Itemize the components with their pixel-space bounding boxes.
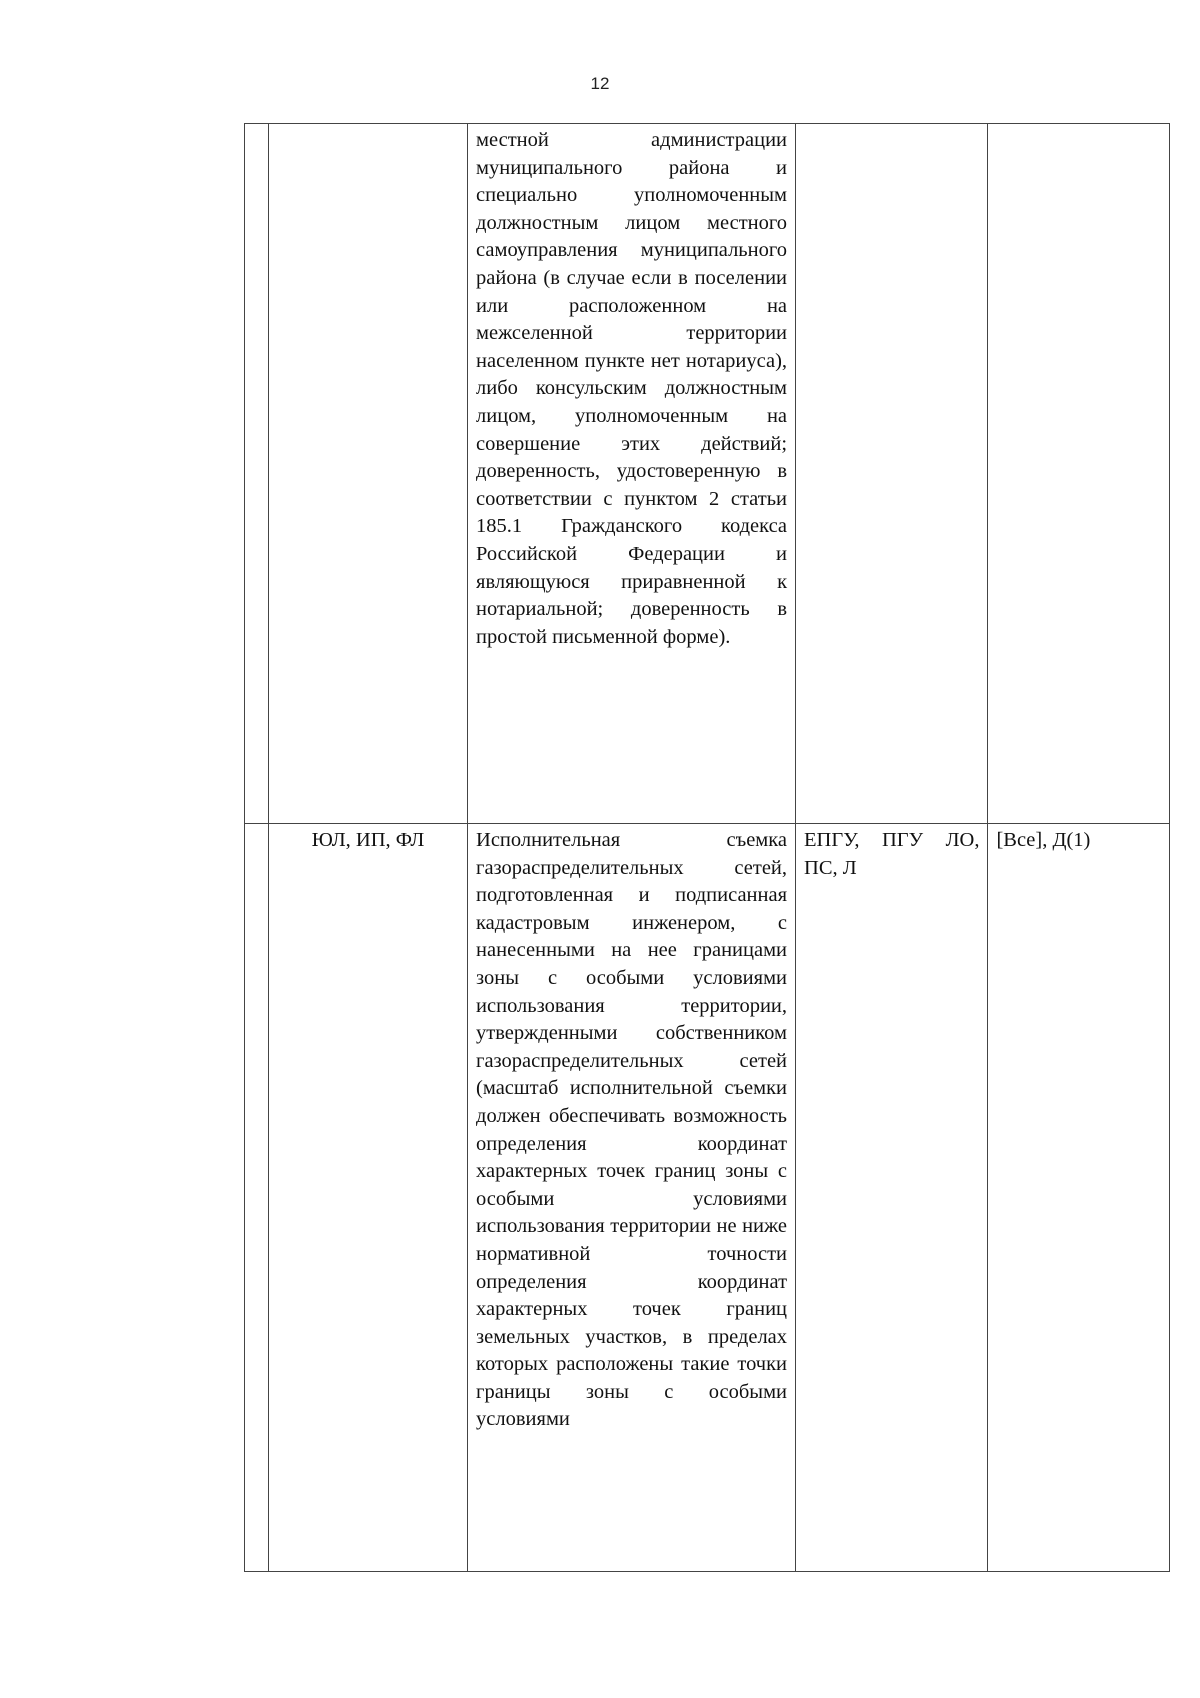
submission-channels-cell: ЕПГУ, ПГУ ЛО, ПС, Л — [796, 824, 988, 1572]
applicant-category-cell: ЮЛ, ИП, ФЛ — [269, 824, 468, 1572]
document-description-cell: Исполнительная съемка газораспределительных сетей, подготовленная и подписанная кадастровым инженером, с нанесенными на нее границами зоны с особыми условиями использования территории, утвержденными собственником газораспределительных сетей (масштаб исполнительной съемки должен обеспечивать возможность определения координат характерных точек границ зоны с особыми условиями использования территории не ниже нормативной точности определения координат характерных точек границ земельных участков, в пределах которых расположены такие точки границы зоны с особыми условиями — [468, 824, 796, 1572]
requirements-table — [244, 123, 1170, 1572]
applicant-category-cell — [269, 124, 468, 824]
document-description-cell: местной администрации муниципального района и специально уполномоченным должностным лицом местного самоуправления муниципального района (в случае если в поселении или расположенном на межселенной территории населенном пункте нет нотариуса), либо консульским должностным лицом, уполномоченным на совершение этих действий; доверенность, удостоверенную в соответствии с пунктом 2 статьи 185.1 Гражданского кодекса Российской Федерации и являющуюся приравненной к нотариальной; доверенность в простой письменной форме). — [468, 124, 796, 824]
table-row — [245, 824, 1170, 1572]
submission-channels-cell — [796, 124, 988, 824]
page-number: 12 — [590, 74, 610, 93]
row-index-cell — [245, 824, 269, 1572]
row-index-cell — [245, 124, 269, 824]
requirement-code-cell: [Все], Д(1) — [988, 824, 1170, 1572]
table-row — [245, 124, 1170, 824]
requirement-code-cell — [988, 124, 1170, 824]
